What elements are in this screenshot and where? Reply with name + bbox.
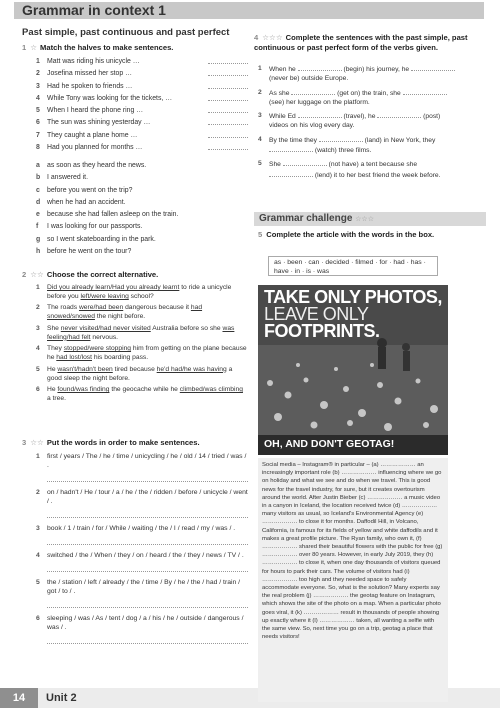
item-letter: g <box>36 235 41 243</box>
item-number: 7 <box>36 131 40 139</box>
item-number: 5 <box>36 365 40 373</box>
sentence-part: (travel), he <box>341 113 378 121</box>
list-item <box>36 524 248 533</box>
list-item <box>36 366 248 384</box>
item-number: 4 <box>258 135 262 143</box>
sentence-part: When he <box>269 66 298 73</box>
item-text <box>269 88 458 108</box>
list-item <box>258 88 458 108</box>
ex3-heading <box>22 438 242 448</box>
list-item <box>36 93 248 105</box>
item-letter: d <box>36 198 41 206</box>
item-text <box>47 284 248 302</box>
item-text: on / hadn't / He / tour / a / he / the / ridden / before / unicycle / went / . <box>47 489 248 505</box>
item-text: Had you planned for months … <box>47 144 143 152</box>
alternative-choice[interactable]: were/had been <box>78 304 124 312</box>
item-text <box>47 386 248 404</box>
list-item <box>36 551 248 560</box>
star-icon: ☆☆ <box>30 438 44 447</box>
answer-line[interactable] <box>47 635 248 644</box>
alternative-choice[interactable]: Did you already learn/Had you already learnt <box>47 284 180 291</box>
list-item <box>36 234 248 246</box>
sentence-part: (watch) three films. <box>313 147 372 155</box>
item-letter: h <box>36 248 41 256</box>
item-letter: c <box>36 186 40 194</box>
sentence-part: school? <box>128 292 154 300</box>
article-photo <box>258 285 448 455</box>
item-number: 3 <box>258 112 262 120</box>
sentence-part: (never be) outside Europe. <box>269 75 349 83</box>
answer-line[interactable] <box>47 563 248 572</box>
item-number: 5 <box>258 160 262 168</box>
grammar-challenge-banner <box>254 212 486 226</box>
list-item <box>36 452 248 470</box>
sentence-part: They <box>47 345 64 353</box>
photo-caption: OH, AND DON'T GEOTAG! <box>264 438 395 450</box>
answer-blank[interactable] <box>208 117 248 125</box>
photo-headline-2: LEAVE ONLY <box>264 304 369 324</box>
item-number: 6 <box>36 119 40 127</box>
ex3-number: 3 <box>22 438 27 447</box>
ex3-instruction: Put the words in order to make sentences. <box>46 438 200 447</box>
item-text <box>269 159 458 180</box>
ex4-list <box>258 64 458 184</box>
sentence-part: the geocache while he <box>109 386 180 394</box>
item-text: book / 1 / train / for / While / waiting / the / I / read / my / was / . <box>47 525 236 532</box>
sentence-part: As she <box>269 89 292 97</box>
sentence-part: the night before. <box>94 313 146 321</box>
star-icon: ☆☆☆ <box>262 33 283 42</box>
alternative-choice[interactable]: never visited/had never visited <box>60 324 151 332</box>
sentence-part: He <box>47 386 58 394</box>
answer-blank[interactable] <box>411 64 455 71</box>
sentence-part: By the time they <box>269 136 319 144</box>
item-number: 4 <box>36 94 40 102</box>
item-number: 1 <box>36 58 40 65</box>
item-letter: e <box>36 211 40 219</box>
list-item <box>36 246 248 258</box>
ex2-number: 2 <box>22 270 27 279</box>
answer-blank[interactable] <box>208 56 248 64</box>
ex5-number: 5 <box>258 230 263 239</box>
answer-blank[interactable] <box>208 130 248 138</box>
item-number: 1 <box>36 453 40 460</box>
ex1-heading <box>22 43 242 53</box>
alternative-choice[interactable]: wasn't/hadn't been <box>57 365 113 373</box>
photo-headline-3: FOOTPRINTS. <box>264 321 380 341</box>
ex2-instruction: Choose the correct alternative. <box>46 270 159 279</box>
ex2-heading <box>22 270 242 280</box>
ex1-list <box>36 56 248 154</box>
list-item <box>258 159 458 180</box>
list-item <box>36 386 248 404</box>
page-title: Grammar in context 1 <box>22 2 166 18</box>
answer-blank[interactable] <box>298 64 342 71</box>
item-text <box>269 135 458 156</box>
sentence-part: him from getting on the plane because he <box>47 345 247 362</box>
item-text: When I heard the phone ring … <box>47 107 144 115</box>
item-text: before you went on the trip? <box>47 186 133 194</box>
list-item <box>36 614 248 632</box>
item-text: because she had fallen asleep on the train. <box>47 211 179 219</box>
list-item <box>36 172 248 184</box>
sentence-part: (land) in New York, they <box>362 136 436 144</box>
sentence-part: (begin) his journey, he <box>341 66 412 73</box>
item-number: 2 <box>258 88 262 96</box>
sentence-part: a good sleep the night before. <box>47 365 233 382</box>
answer-blank[interactable] <box>208 81 248 89</box>
list-item <box>36 578 248 596</box>
sentence-part: She <box>269 161 283 169</box>
item-text <box>47 345 248 363</box>
list-item <box>36 56 248 68</box>
list-item <box>36 142 248 154</box>
sentence-part: dangerous because it <box>123 304 191 312</box>
item-text <box>269 64 458 84</box>
item-letter: f <box>36 223 39 231</box>
item-number: 2 <box>36 304 40 312</box>
ex4-instruction: Complete the sentences with the past simple, past continuous or past perfect form of the verbs given. <box>254 33 468 52</box>
item-number: 5 <box>36 579 40 586</box>
answer-blank[interactable] <box>208 93 248 101</box>
answer-line[interactable] <box>47 473 248 482</box>
item-number: 3 <box>36 324 40 332</box>
answer-blank[interactable] <box>208 142 248 150</box>
answer-blank[interactable] <box>208 68 248 76</box>
sentence-part: nervous. <box>90 333 119 341</box>
item-text <box>47 304 248 322</box>
answer-line[interactable] <box>47 509 248 518</box>
item-number: 5 <box>36 107 40 115</box>
item-text: before he went on the tour? <box>47 248 132 256</box>
item-number: 6 <box>36 386 40 394</box>
answer-blank[interactable] <box>403 88 447 95</box>
alternative-choice[interactable]: left/were leaving <box>80 292 129 300</box>
item-text: switched / the / When / they / on / heard / the / they / news / TV / . <box>47 552 244 559</box>
list-item <box>36 117 248 129</box>
list-item <box>258 111 458 131</box>
item-number: 3 <box>36 525 40 532</box>
list-item <box>258 64 458 84</box>
sentence-part: (post) videos on his vlog every day. <box>269 113 441 130</box>
item-text: so I went skateboarding in the park. <box>47 235 156 243</box>
item-number: 1 <box>258 65 262 72</box>
page-subtitle: Past simple, past continuous and past perfect <box>22 27 230 38</box>
answer-blank[interactable] <box>377 111 421 118</box>
item-number: 1 <box>36 284 40 291</box>
star-icon: ☆☆☆ <box>355 216 374 223</box>
list-item <box>36 197 248 209</box>
sentence-part: (lend) it to her best friend the week before. <box>313 171 441 179</box>
answer-line[interactable] <box>47 599 248 608</box>
sentence-part: He <box>47 365 58 373</box>
sentence-part: She <box>47 324 61 332</box>
item-text <box>269 111 458 131</box>
alternative-choice[interactable]: found/was finding <box>57 386 110 394</box>
list-item <box>36 304 248 322</box>
list-item <box>36 221 248 233</box>
list-item <box>36 284 248 302</box>
item-number: 6 <box>36 615 40 622</box>
ex1-instruction: Match the halves to make sentences. <box>40 43 174 52</box>
item-text: the / station / left / already / the / time / By / he / the / had / train / got / to / . <box>47 579 241 595</box>
item-text: first / years / The / he / time / unicycling / he / old / 14 / tried / was / . <box>47 453 247 469</box>
item-text: when he had an accident. <box>47 198 126 206</box>
sentence-part: (see) her luggage on the platform. <box>269 98 370 106</box>
item-text: They caught a plane home … <box>47 131 138 139</box>
page-number: 14 <box>0 688 38 708</box>
item-text: While Tony was looking for the tickets, … <box>47 94 173 102</box>
photo-caption-band <box>258 435 448 455</box>
ex3-list <box>36 452 248 650</box>
item-number: 2 <box>36 70 40 78</box>
sentence-part: (not have) a tent because she <box>326 161 418 169</box>
ex1-endings <box>36 160 248 258</box>
item-number: 4 <box>36 345 40 353</box>
photo-headline-1: TAKE ONLY PHOTOS, <box>264 287 442 307</box>
sentence-part: Australia before so she <box>150 324 223 332</box>
item-text: Matt was riding his unicycle … <box>47 58 140 65</box>
alternative-choice[interactable]: he'd had/he was having <box>156 365 227 373</box>
sentence-part: a tree. <box>47 394 66 402</box>
list-item <box>36 209 248 221</box>
item-text: I answered it. <box>47 174 88 182</box>
item-text <box>47 366 248 384</box>
sentence-part: (get on) the train, she <box>335 89 403 97</box>
alternative-choice[interactable]: had snowed/snowed <box>47 304 203 321</box>
sentence-part: The roads <box>47 304 79 312</box>
item-text: as soon as they heard the news. <box>47 162 147 169</box>
list-item <box>36 185 248 197</box>
item-number: 3 <box>36 82 40 90</box>
page-footer <box>0 688 500 708</box>
answer-blank[interactable] <box>283 159 327 166</box>
list-item <box>258 135 458 156</box>
list-item <box>36 105 248 117</box>
answer-blank[interactable] <box>269 170 313 177</box>
alternative-choice[interactable]: stopped/were stopping <box>63 345 132 353</box>
sentence-part: While Ed <box>269 113 298 121</box>
item-number: 2 <box>36 489 40 496</box>
item-text: Josefina missed her stop … <box>47 70 133 78</box>
title-bar <box>0 0 500 20</box>
challenge-title: Grammar challenge <box>259 213 353 224</box>
sentence-part: to ride a unicycle before you <box>47 284 232 300</box>
answer-line[interactable] <box>47 536 248 545</box>
item-text: Had he spoken to friends … <box>47 82 133 90</box>
answer-blank[interactable] <box>298 111 342 118</box>
item-number: 8 <box>36 144 40 152</box>
item-letter: a <box>36 162 40 169</box>
item-text <box>47 325 248 343</box>
list-item <box>36 68 248 80</box>
answer-blank[interactable] <box>208 105 248 113</box>
list-item <box>36 325 248 343</box>
footer-bar <box>38 688 500 708</box>
unit-label: Unit 2 <box>46 692 77 704</box>
list-item <box>36 81 248 93</box>
ex1-number: 1 <box>22 43 27 52</box>
alternative-choice[interactable]: was feeling/had felt <box>47 324 235 341</box>
item-text: sleeping / was / As / tent / dog / a / his / he / outside / dangerous / was / . <box>47 615 244 631</box>
answer-blank[interactable] <box>291 88 335 95</box>
list-item <box>36 345 248 363</box>
ex4-heading <box>254 33 486 52</box>
item-text: I was looking for our passports. <box>47 223 143 231</box>
alternative-choice[interactable]: had lost/lost <box>56 354 92 362</box>
star-icon: ☆☆ <box>30 270 44 279</box>
item-number: 4 <box>36 552 40 559</box>
article-text: Social media – Instagram® in particular – (a) ……………… an increasingly important role (b) ……………… influencing where we go on holiday and what we see and do when we travel. This is good news for the travel industry, for sure, but it creates overtourism around the world. After Justin Bieber (c) ……………… a music video in a canyon in Iceland, the location received twice (d) ……………… many visitors as usual, so Iceland's Environmental Agency (e) ……………… to close it for months. Daffodil Hill, in Volcano, California, is famous for its fields of yellow and white daffodils and it makes a great profile picture. The Ryan family, who own it, (f) ……………… shared their beautiful flowers with the public for free (g) ……………… over 80 years. However, in early July 2019, they (h) ……………… to close it, when one day thousands of visitors queued for hours to park their cars. The volume of visitors had (i) ……………… too high and they needed space to safely accommodate everyone. So, what is the solution? Many experts say the real problem (j) ……………… the geotag feature on Instagram, which shows the site of the photo on a map. When a particular photo goes viral, it (k) ……………… result in thousands of people showing up exactly where it (l) ……………… taken, all wanting a selfie with the same view. So, next time you go on a trip, geotag a place that needs visitors! <box>258 458 448 702</box>
list-item <box>36 488 248 506</box>
sentence-part: tired because <box>112 365 157 373</box>
sentence-part: his boarding pass. <box>91 354 149 362</box>
list-item <box>36 130 248 142</box>
star-icon: ☆ <box>30 43 38 52</box>
answer-blank[interactable] <box>269 145 313 152</box>
answer-blank[interactable] <box>319 135 363 142</box>
ex4-number: 4 <box>254 33 259 42</box>
item-text: The sun was shining yesterday … <box>47 119 151 127</box>
ex2-list <box>36 284 248 406</box>
list-item <box>36 160 248 172</box>
ex5-instruction: Complete the article with the words in the box. <box>266 230 435 239</box>
item-letter: b <box>36 174 41 182</box>
ex5-heading <box>258 230 458 240</box>
word-box: as · been · can · decided · filmed · for · had · has · have · in · is · was <box>268 256 438 276</box>
alternative-choice[interactable]: climbed/was climbing <box>179 386 243 394</box>
